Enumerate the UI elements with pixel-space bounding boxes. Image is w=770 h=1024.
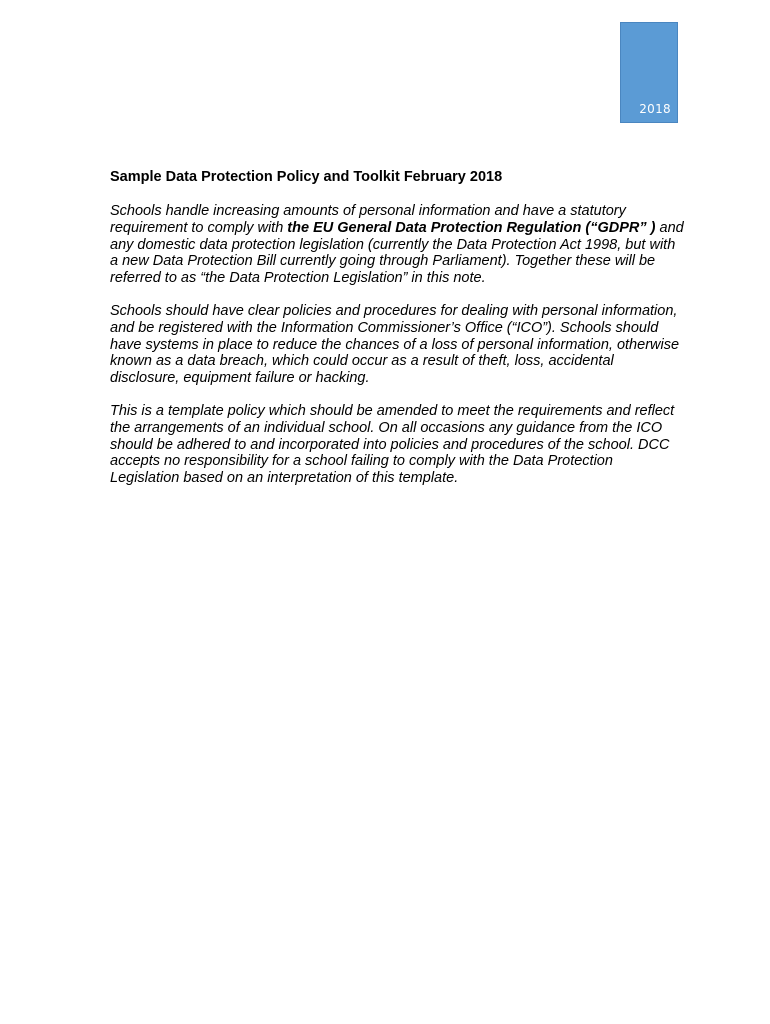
paragraph-intro	[110, 203, 685, 287]
paragraph-template-disclaimer: This is a template policy which should be amended to meet the requirements and reflect the arrangements of an individual school. On all occasions any guidance from the ICO should be adhered to and incorporated into policies and procedures of the school. DCC accepts no responsibility for a school failing to comply with the Data Protection Legislation based on an interpretation of this template.	[110, 402, 675, 487]
gdpr-bold-text: the EU General Data Protection Regulation (“GDPR” )	[287, 219, 656, 236]
paragraph-intro-text-end: and any domestic data protection legislation (currently the Data Protection Act 1998, but with a new Data Protection Bill currently going through Parliament). Together these will be referred to as “the Data Protection Legislation” in this note.	[110, 219, 684, 287]
paragraph-policies: Schools should have clear policies and procedures for dealing with personal information, and be registered with the Information Commissioner’s Office (“ICO”). Schools should have systems in place to reduce the chances of a loss of personal information, otherwise known as a data breach, which could occur as a result of theft, loss, accidental disclosure, equipment failure or hacking.	[110, 302, 680, 387]
document-title: Sample Data Protection Policy and Toolkit February 2018	[110, 169, 503, 185]
year-tab	[620, 22, 678, 123]
document-body	[110, 168, 685, 503]
paragraph-intro-text: Schools handle increasing amounts of personal information and have a statutory requirement to comply with	[110, 203, 626, 236]
year-tab-label: 2018	[639, 102, 671, 116]
